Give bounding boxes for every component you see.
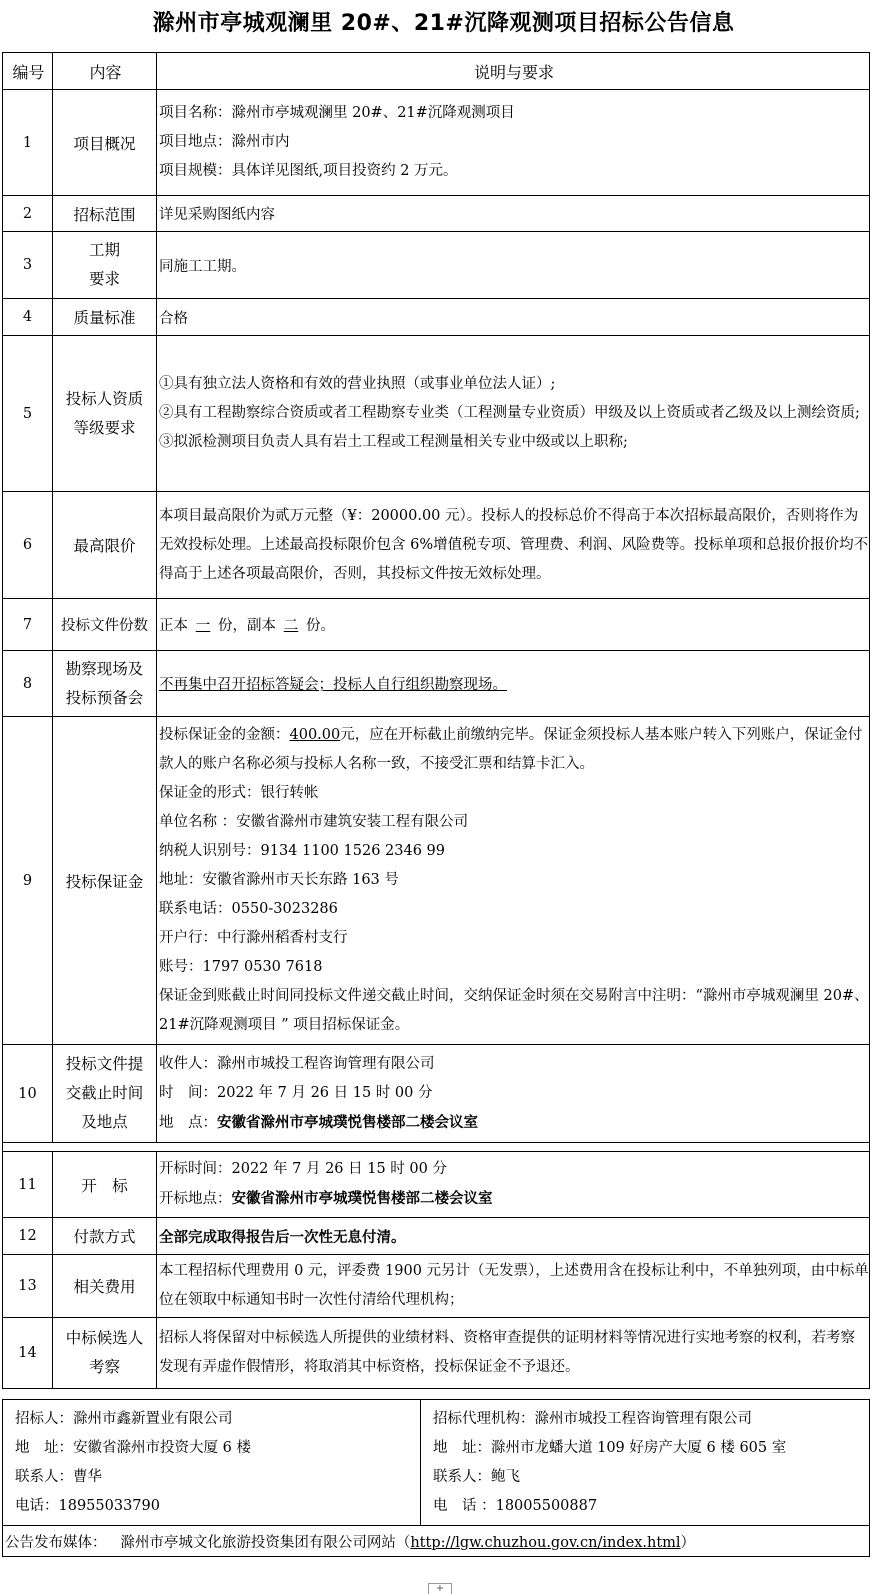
opening-location: 安徽省滁州市亭城璞悦售楼部二楼会议室 bbox=[231, 1190, 493, 1207]
row-num: 7 bbox=[3, 599, 53, 651]
opening-line bbox=[159, 1184, 869, 1214]
original-count: 一 bbox=[195, 618, 211, 634]
agency-address: 地 址：滁州市龙蟠大道 109 好房产大厦 6 楼 605 室 bbox=[433, 1439, 787, 1456]
table-row bbox=[3, 232, 870, 299]
site-visit-text: 不再集中召开招标答疑会；投标人自行组织勘察现场。 bbox=[159, 677, 507, 693]
deposit-line: 单位名称 ：安徽省滁州市建筑安装工程有限公司 bbox=[159, 814, 469, 830]
publish-media-label: 公告发布媒体： bbox=[5, 1534, 107, 1551]
item-line: 投标预备会 bbox=[65, 688, 144, 707]
row-num: 12 bbox=[3, 1218, 53, 1255]
row-num: 14 bbox=[3, 1318, 53, 1389]
row-item bbox=[53, 1045, 157, 1143]
row-desc bbox=[157, 90, 870, 196]
submission-label: 地 点： bbox=[159, 1114, 217, 1131]
table-row bbox=[3, 717, 870, 1045]
deposit-line: 账号：1797 0530 7618 bbox=[159, 959, 323, 975]
item-line: 勘察现场及 bbox=[65, 659, 144, 678]
desc-line: ③拟派检测项目负责人具有岩土工程或工程测量相关专业中级或以上职称; bbox=[159, 434, 628, 450]
submission-line: 时 间：2022 年 7 月 26 日 15 时 00 分 bbox=[159, 1084, 433, 1101]
row-item: 质量标准 bbox=[53, 299, 157, 336]
row-desc: 招标人将保留对中标候选人所提供的业绩材料、资格审查提供的证明材料等情况进行实地考察的权利，若考察发现有弄虚作假情形，将取消其中标资格，投标保证金不予退还。 bbox=[157, 1318, 870, 1389]
row-desc: 本工程招标代理费用 0 元，评委费 1900 元另计（无发票），上述费用含在投标让利中，不单独列项，由中标单位在领取中标通知书时一次性付清给代理机构； bbox=[157, 1255, 870, 1318]
publish-media-name: 滁州市亭城文化旅游投资集团有限公司网站（ bbox=[120, 1534, 411, 1551]
row-item: 付款方式 bbox=[53, 1218, 157, 1255]
item-line: 及地点 bbox=[81, 1113, 128, 1131]
table-row bbox=[3, 1255, 870, 1318]
deposit-text: 投标保证金的金额： bbox=[159, 727, 290, 743]
deposit-note: 保证金到账截止时间同投标文件递交截止时间，交纳保证金时须在交易附言中注明：“滁州市亭城观澜里 20#、21#沉降观测项目 ” 项目招标保证金。 bbox=[159, 988, 869, 1033]
deposit-amount-para bbox=[159, 721, 869, 779]
copies-text: 份。 bbox=[306, 618, 335, 634]
row-item: 投标保证金 bbox=[53, 717, 157, 1045]
deposit-line: 联系电话：0550-3023286 bbox=[159, 901, 338, 917]
tenderer-block bbox=[3, 1400, 421, 1526]
agency-block bbox=[421, 1400, 870, 1526]
table-row bbox=[3, 599, 870, 651]
item-line: 工期 bbox=[88, 241, 120, 259]
row-desc: 同施工工期。 bbox=[157, 232, 870, 299]
row-num: 3 bbox=[3, 232, 53, 299]
row-item: 项目概况 bbox=[53, 90, 157, 196]
table-row bbox=[3, 651, 870, 717]
desc-line: 项目规模：具体详见图纸,项目投资约 2 万元。 bbox=[159, 163, 458, 179]
announcement-table-bottom bbox=[2, 1151, 870, 1389]
table-row bbox=[3, 299, 870, 336]
row-num: 9 bbox=[3, 717, 53, 1045]
agency-name: 招标代理机构：滁州市城投工程咨询管理有限公司 bbox=[433, 1410, 752, 1427]
desc-line: ②具有工程勘察综合资质或者工程勘察专业类（工程测量专业资质）甲级及以上资质或者乙级及以上测绘资质; bbox=[159, 405, 860, 421]
page-break-gap bbox=[2, 1140, 870, 1151]
row-item bbox=[53, 1318, 157, 1389]
add-row-handle-icon[interactable]: + bbox=[428, 1583, 452, 1594]
table-row bbox=[3, 1218, 870, 1255]
copies-text: 份，副本 bbox=[218, 618, 276, 634]
copy-count: 二 bbox=[283, 618, 299, 634]
row-num: 4 bbox=[3, 299, 53, 336]
table-row bbox=[3, 1318, 870, 1389]
row-item: 投标文件份数 bbox=[53, 599, 157, 651]
opening-label: 开标地点： bbox=[159, 1191, 232, 1207]
submission-location: 安徽省滁州市亭城璞悦售楼部二楼会议室 bbox=[217, 1113, 478, 1131]
tenderer-name: 招标人：滁州市鑫新置业有限公司 bbox=[15, 1410, 233, 1427]
contacts-row bbox=[3, 1400, 870, 1526]
table-row bbox=[3, 336, 870, 492]
header-num: 编号 bbox=[3, 53, 53, 90]
desc-line: ①具有独立法人资格和有效的营业执照（或事业单位法人证）; bbox=[159, 376, 556, 392]
row-item bbox=[53, 232, 157, 299]
row-num: 2 bbox=[3, 196, 53, 232]
row-item: 最高限价 bbox=[53, 492, 157, 599]
publish-media-close: ） bbox=[680, 1534, 696, 1551]
row-item bbox=[53, 651, 157, 717]
row-num: 13 bbox=[3, 1255, 53, 1318]
footer-row bbox=[3, 1526, 870, 1557]
table-header-row bbox=[3, 53, 870, 90]
deposit-text: 元，应在开标截止前缴纳完毕。保证金须投标人基本账户转入下列账户，保证金付款人的账户名称必须与投标人名称一致，不接受汇票和结算卡汇入。 bbox=[159, 727, 863, 772]
submission-line: 收件人：滁州市城投工程咨询管理有限公司 bbox=[159, 1055, 435, 1072]
opening-line: 开标时间：2022 年 7 月 26 日 15 时 00 分 bbox=[159, 1161, 447, 1177]
row-desc bbox=[157, 336, 870, 492]
deposit-line: 开户行：中行滁州稻香村支行 bbox=[159, 930, 348, 946]
row-desc: 合格 bbox=[157, 299, 870, 336]
deposit-line: 保证金的形式：银行转帐 bbox=[159, 785, 319, 801]
item-line: 要求 bbox=[88, 270, 120, 288]
header-desc: 说明与要求 bbox=[157, 53, 870, 90]
item-line: 投标文件提 bbox=[65, 1055, 144, 1073]
row-num: 8 bbox=[3, 651, 53, 717]
row-num: 10 bbox=[3, 1045, 53, 1143]
row-desc: 全部完成取得报告后一次性无息付清。 bbox=[157, 1218, 870, 1255]
row-desc: 本项目最高限价为贰万元整（¥：20000.00 元）。投标人的投标总价不得高于本次招标最高限价，否则将作为无效投标处理。上述最高投标限价包含 6%增值税专项、管理费、利润、风险费等。投标单项和总报价报价均不得高于上述各项最高限价，否则，其投标文件按无效标处理。 bbox=[157, 492, 870, 599]
table-row bbox=[3, 1045, 870, 1143]
tenderer-phone: 电话：18955033790 bbox=[15, 1497, 160, 1514]
row-desc bbox=[157, 1152, 870, 1218]
row-desc: 详见采购图纸内容 bbox=[157, 196, 870, 232]
item-line: 投标人资质 bbox=[65, 389, 144, 408]
item-line: 等级要求 bbox=[73, 418, 136, 437]
row-num: 5 bbox=[3, 336, 53, 492]
page-title: 滁州市亭城观澜里 20#、21#沉降观测项目招标公告信息 bbox=[152, 11, 735, 36]
announcement-table-top bbox=[2, 52, 870, 1143]
row-item: 开 标 bbox=[53, 1152, 157, 1218]
row-item bbox=[53, 336, 157, 492]
row-item: 相关费用 bbox=[53, 1255, 157, 1318]
row-desc bbox=[157, 651, 870, 717]
header-content: 内容 bbox=[53, 53, 157, 90]
table-row bbox=[3, 492, 870, 599]
table-row bbox=[3, 1152, 870, 1218]
item-line: 交截止时间 bbox=[65, 1084, 144, 1102]
item-line: 中标候选人 bbox=[65, 1329, 144, 1347]
row-num: 1 bbox=[3, 90, 53, 196]
agency-phone: 电 话 ：18005500887 bbox=[433, 1497, 598, 1514]
row-num: 6 bbox=[3, 492, 53, 599]
desc-line: 项目名称：滁州市亭城观澜里 20#、21#沉降观测项目 bbox=[159, 105, 515, 121]
item-line: 考察 bbox=[88, 1358, 120, 1376]
deposit-line: 纳税人识别号：9134 1100 1526 2346 99 bbox=[159, 843, 445, 859]
table-row bbox=[3, 90, 870, 196]
row-item: 招标范围 bbox=[53, 196, 157, 232]
row-desc bbox=[157, 717, 870, 1045]
copies-text: 正本 bbox=[159, 618, 188, 634]
tenderer-address: 地 址：安徽省滁州市投资大厦 6 楼 bbox=[15, 1439, 251, 1456]
publish-media bbox=[3, 1526, 870, 1557]
contacts-table bbox=[2, 1399, 870, 1526]
footer-table bbox=[2, 1525, 870, 1557]
tenderer-contact: 联系人：曹华 bbox=[15, 1468, 102, 1485]
row-desc bbox=[157, 599, 870, 651]
table-row bbox=[3, 196, 870, 232]
publish-media-url[interactable]: http://lgw.chuzhou.gov.cn/index.html bbox=[410, 1534, 681, 1551]
deposit-amount: 400.00 bbox=[289, 727, 341, 743]
desc-line: 项目地点：滁州市内 bbox=[159, 134, 290, 150]
row-desc bbox=[157, 1045, 870, 1143]
row-num: 11 bbox=[3, 1152, 53, 1218]
submission-line bbox=[159, 1108, 869, 1138]
deposit-line: 地址：安徽省滁州市天长东路 163 号 bbox=[159, 872, 399, 888]
agency-contact: 联系人：鲍飞 bbox=[433, 1468, 520, 1485]
